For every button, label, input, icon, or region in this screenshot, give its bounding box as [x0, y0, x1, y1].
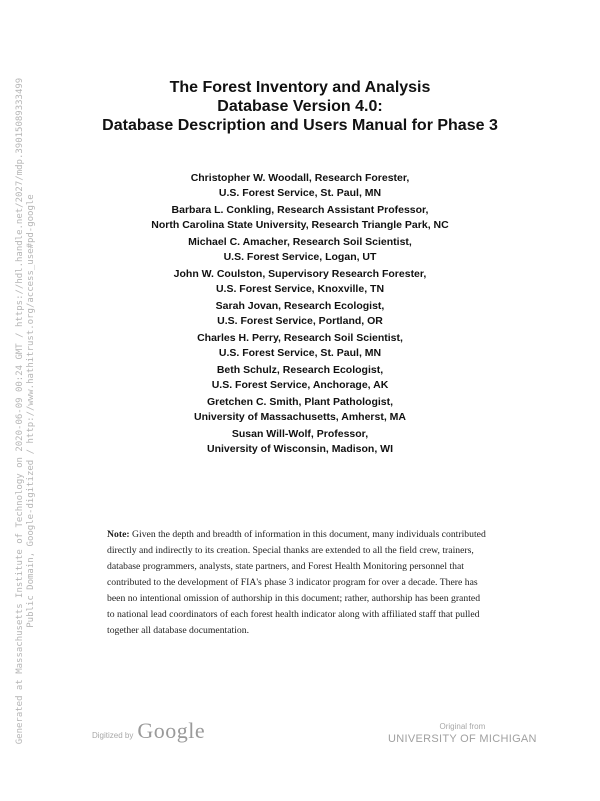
- author-entry: [0, 267, 600, 299]
- author-affiliation: U.S. Forest Service, Logan, UT: [223, 250, 377, 263]
- author-name-role: Sarah Jovan, Research Ecologist,: [215, 300, 385, 312]
- acknowledgement-note: [107, 527, 487, 639]
- digitized-by-google: [92, 718, 205, 744]
- author-affiliation: University of Wisconsin, Madison, WI: [206, 442, 393, 455]
- author-entry: [0, 235, 600, 267]
- watermark-line-2: Public Domain, Google-digitized / http://www.hathitrust.org/access_use#pd-google: [26, 194, 36, 628]
- author-entry: [0, 427, 600, 459]
- author-name-role: Barbara L. Conkling, Research Assistant Professor,: [171, 204, 429, 216]
- note-text: Given the depth and breadth of information in this document, many individuals contributed directly and indirectly to its creation. Special thanks are extended to all the field crew, trainers, database programmers, analysts, state partners, and Forest Health Monitoring personnel that contributed to the development of FIA's phase 3 indicator program for over a decade. There has been no intentional omission of authorship in this document; rather, authorship has been granted to national lead coordinators of each forest health indicator along with affiliated staff that pulled together all database documentation.: [107, 529, 486, 636]
- title-line-3: Database Description and Users Manual for Phase 3: [102, 117, 498, 134]
- author-entry: [0, 171, 600, 203]
- author-entry: [0, 299, 600, 331]
- watermark-line-1: Generated at Massachusetts Institute of Technology on 2020-06-09 00:24 GMT / https://hdl.handle.net/2027/mdp.39015089333499: [15, 77, 25, 745]
- title-line-1: The Forest Inventory and Analysis: [169, 79, 431, 96]
- google-logo: Google: [137, 718, 206, 743]
- author-entry: [0, 203, 600, 235]
- document-title: [0, 78, 600, 135]
- author-affiliation: U.S. Forest Service, St. Paul, MN: [218, 346, 382, 359]
- author-name-role: Charles H. Perry, Research Soil Scientist,: [197, 332, 403, 344]
- university-label: UNIVERSITY OF MICHIGAN: [388, 733, 537, 745]
- author-name-role: John W. Coulston, Supervisory Research Forester,: [173, 268, 427, 280]
- author-affiliation: U.S. Forest Service, Portland, OR: [217, 314, 383, 327]
- author-affiliation: University of Massachusetts, Amherst, MA: [193, 410, 406, 423]
- author-name-role: Susan Will-Wolf, Professor,: [231, 428, 369, 440]
- author-affiliation: U.S. Forest Service, Knoxville, TN: [215, 282, 385, 295]
- author-name-role: Michael C. Amacher, Research Soil Scientist,: [188, 236, 412, 248]
- author-entry: [0, 395, 600, 427]
- author-entry: [0, 363, 600, 395]
- author-affiliation: U.S. Forest Service, St. Paul, MN: [218, 186, 382, 199]
- author-name-role: Beth Schulz, Research Ecologist,: [216, 364, 384, 376]
- author-affiliation: North Carolina State University, Research Triangle Park, NC: [151, 218, 449, 231]
- author-entry: [0, 331, 600, 363]
- author-affiliation: U.S. Forest Service, Anchorage, AK: [211, 378, 389, 391]
- original-from-label: Original from: [439, 722, 486, 731]
- author-list: [0, 171, 600, 459]
- note-label: Note:: [107, 529, 130, 540]
- author-name-role: Gretchen C. Smith, Plant Pathologist,: [206, 396, 394, 408]
- original-from: [388, 722, 537, 746]
- title-line-2: Database Version 4.0:: [217, 98, 383, 115]
- author-name-role: Christopher W. Woodall, Research Forester,: [190, 172, 410, 184]
- digitized-by-label: Digitized by: [92, 731, 134, 740]
